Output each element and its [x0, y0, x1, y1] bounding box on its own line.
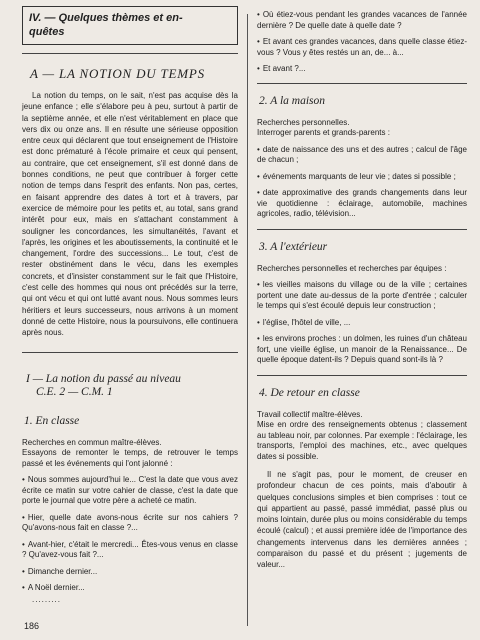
retour-para1: Mise en ordre des renseignements obtenus ; classement au tableau noir, par colonnes. Par exemple : l'éclairage, les transports, l'emploi des machines, etc., avec quelques dates si possible. — [257, 420, 467, 461]
en-classe-line1: Recherches en commun maître-élèves. — [22, 437, 162, 447]
exterieur-line1: Recherches personnelles et recherches par équipes : — [257, 263, 447, 273]
exterieur-heading: 3. A l'extérieur — [259, 240, 328, 253]
list-item: • date de naissance des uns et des autres ; calcul de l'âge de chacun ; — [257, 144, 467, 164]
maison-line1: Recherches personnelles. — [257, 117, 350, 127]
divider — [22, 352, 238, 353]
list-item: • Et avant ?... — [257, 64, 306, 73]
list-item: • Où étiez-vous pendant les grandes vacances de l'année dernière ? De quelle date à quelle date ? — [257, 10, 467, 30]
list-item: • A Noël dernier... — [22, 583, 85, 593]
notion-heading: A — LA NOTION DU TEMPS — [30, 66, 205, 81]
list-item: • les vieilles maisons du village ou de la ville ; certaines portent une date au-dessus de la porte d'entrée ; calculer le temps qui s'est écoulé depuis leur construction ; — [257, 280, 467, 310]
intro-paragraph: La notion du temps, on le sait, n'est pas acquise dès la jeune enfance ; elle s'élabore peu à peu, surtout à partir de la septième année, et elle n'est véritablement en place que vers dix ou onze ans. Il en résulte une sérieuse opposition entre ceux qui déclarent que tout enseignement de l'Histoire est donc prématuré à l'école primaire et ceux qui pensent, au contraire, que cet enseignement, s'il est donné dans de bonnes conditions, ne peut que contribuer à forger cette notion de temps dans l'esprit des enfants. Non pas, certes, en faisant apprendre des dates à tort et à travers, par exercice de mémoire pour les petits et, au total, sans grand intérêt pour eux, mais en s'attachant constamment à souligner les concordances, les simultanéités, l'avant et l'après, les origines et les aboutissements, la continuité et le changement, l'ordre des successions... Le tout, c'est de rester obstinément dans le vécu, dans les exemples concrets, et d'insister constamment sur le fait que l'Histoire, c'est celle des hommes qui nous ont précédés sur la terre, qui ont vécu et qui ont lutté avant nous. Nous sommes leurs héritiers et leurs successeurs, nous arrivons à un moment donné de cette Histoire, nous la poursuivons, elle continuera après nous. — [22, 91, 238, 338]
divider — [257, 83, 467, 84]
left-column — [22, 6, 238, 604]
sub-heading-line2: C.E. 2 — C.M. 1 — [36, 386, 113, 399]
list-item: • Dimanche dernier... — [22, 566, 98, 576]
section-title-box — [22, 6, 238, 45]
column-divider — [247, 14, 248, 626]
list-item: • les environs proches : un dolmen, les ruines d'un château fort, une vieille église, un manoir de la Renaissance... De quelle époque datent-ils ? Depuis quand sont-ils là ? — [257, 334, 467, 364]
retour-heading: 4. De retour en classe — [259, 386, 360, 399]
sub-heading-line1: I — La notion du passé au niveau — [26, 372, 181, 385]
list-item: • Hier, quelle date avons-nous écrite sur nos cahiers ? Qu'avons-nous fait en classe ?... — [22, 512, 238, 533]
list-item: • l'église, l'hôtel de ville, ... — [257, 317, 351, 327]
right-column — [257, 6, 467, 571]
en-classe-line2: Essayons de remonter le temps, de retrouver le temps passé et les événements qui l'ont jalonné : — [22, 448, 238, 468]
list-item: • Et avant ces grandes vacances, dans quelle classe étiez-vous ? Vous y êtes restés un an, de... à... — [257, 37, 467, 57]
divider — [257, 375, 467, 376]
list-item: • date approximative des grands changements dans leur vie quotidienne : éclairage, automobile, machines agricoles, radio, télévision... — [257, 188, 467, 218]
divider — [257, 229, 467, 230]
sub-heading — [26, 373, 238, 400]
list-item: • Nous sommes aujourd'hui le... C'est la date que vous avez écrite ce matin sur votre cahier de classe, c'est la date que porte le journal que votre père a acheté ce matin. — [22, 475, 238, 506]
maison-line2: Interroger parents et grands-parents : — [257, 128, 390, 137]
en-classe-heading: 1. En classe — [24, 414, 80, 427]
retour-para2: Il ne s'agit pas, pour le moment, de creuser en profondeur chacun de ces points, mais d'aboutir à quelques conclusions simples et bien comprises : tout ce qui appartient au passé, passé immédiat, passé plus ou moins lointain, durée plus ou moins considérable du temps écoulé (calcul) ; et aussi première idée de l'importance des changements intervenus dans les dernières années ; comparaison du passé et du présent ; jugements de valeur... — [257, 470, 467, 570]
section-title-line1: IV. — Quelques thèmes et en- — [29, 12, 183, 24]
page-number: 186 — [24, 621, 40, 631]
list-item: • événements marquants de leur vie ; dates si possible ; — [257, 171, 456, 181]
ellipsis-dots: ......... — [32, 594, 62, 604]
retour-line1: Travail collectif maître-élèves. — [257, 409, 363, 419]
divider — [22, 53, 238, 54]
section-title-line2: quêtes — [29, 26, 65, 38]
maison-heading: 2. A la maison — [259, 94, 326, 107]
list-item: • Avant-hier, c'était le mercredi... Êtes-vous venus en classe ? Qu'avez-vous fait ?... — [22, 539, 238, 560]
